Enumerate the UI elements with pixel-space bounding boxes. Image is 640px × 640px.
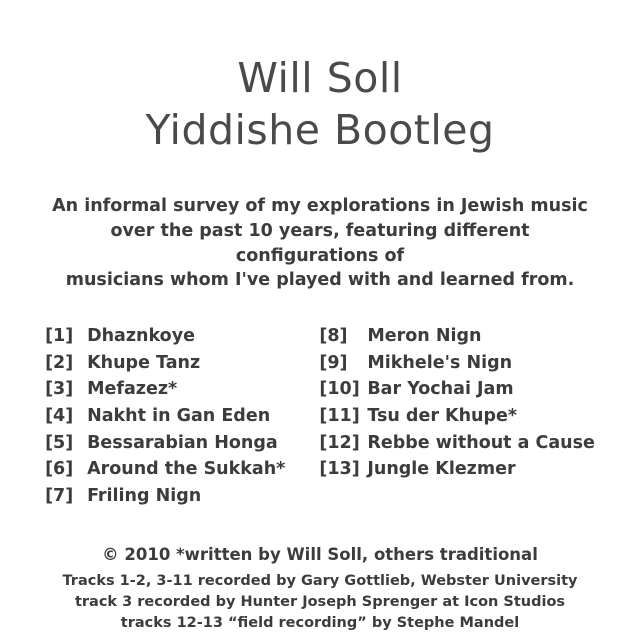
track-item [319, 456, 595, 483]
track-title: Khupe Tanz [87, 352, 201, 373]
track-number: [9] [319, 352, 348, 373]
track-item [319, 323, 595, 350]
track-number: [5] [45, 432, 74, 453]
album-description [40, 194, 600, 293]
track-title: Mikhele's Nign [367, 352, 513, 373]
recording-credit-line-3: tracks 12-13 “field recording” by Stephe Mandel [120, 615, 520, 632]
track-column-left [45, 323, 285, 509]
track-listing [24, 323, 616, 509]
track-item [45, 403, 285, 430]
track-title: Bar Yochai Jam [367, 379, 514, 400]
track-number: [12] [319, 432, 360, 453]
track-title: Nakht in Gan Eden [87, 405, 271, 426]
track-number: [8] [319, 326, 348, 347]
track-title: Tsu der Khupe* [367, 405, 518, 426]
artist-name: Will Soll [237, 54, 403, 102]
track-number: [13] [319, 459, 360, 480]
track-title: Rebbe without a Cause [367, 432, 595, 453]
track-title: Bessarabian Honga [87, 432, 278, 453]
track-item [45, 483, 285, 510]
recording-credit-line-2: track 3 recorded by Hunter Joseph Sprenger at Icon Studios [74, 594, 566, 611]
track-number: [7] [45, 485, 74, 506]
track-title: Mefazez* [87, 379, 178, 400]
track-number: [6] [45, 459, 74, 480]
track-item [319, 376, 595, 403]
description-line-2: over the past 10 years, featuring different configurations of [110, 220, 530, 266]
track-item [319, 430, 595, 457]
track-title: Around the Sukkah* [87, 459, 286, 480]
track-title: Friling Nign [87, 485, 202, 506]
track-title: Jungle Klezmer [367, 459, 516, 480]
track-title: Meron Nign [367, 326, 482, 347]
track-item [45, 376, 285, 403]
track-number: [3] [45, 379, 74, 400]
track-item [319, 350, 595, 377]
description-line-3: musicians whom I've played with and learned from. [65, 270, 575, 291]
credits-block [24, 543, 616, 634]
album-title: Yiddishe Bootleg [145, 105, 495, 154]
track-number: [4] [45, 405, 74, 426]
track-number: [11] [319, 405, 360, 426]
track-number: [1] [45, 326, 74, 347]
copyright-line: © 2010 *written by Will Soll, others traditional [102, 545, 538, 565]
track-number: [2] [45, 352, 74, 373]
track-item [45, 456, 285, 483]
track-column-right [319, 323, 595, 509]
description-line-1: An informal survey of my explorations in Jewish music [52, 195, 588, 216]
recording-credit-line-1: Tracks 1-2, 3-11 recorded by Gary Gottlieb, Webster University [62, 573, 578, 590]
track-item [45, 323, 285, 350]
track-item [45, 350, 285, 377]
track-number: [10] [319, 379, 360, 400]
track-item [319, 403, 595, 430]
track-title: Dhaznkoye [87, 326, 195, 347]
track-item [45, 430, 285, 457]
